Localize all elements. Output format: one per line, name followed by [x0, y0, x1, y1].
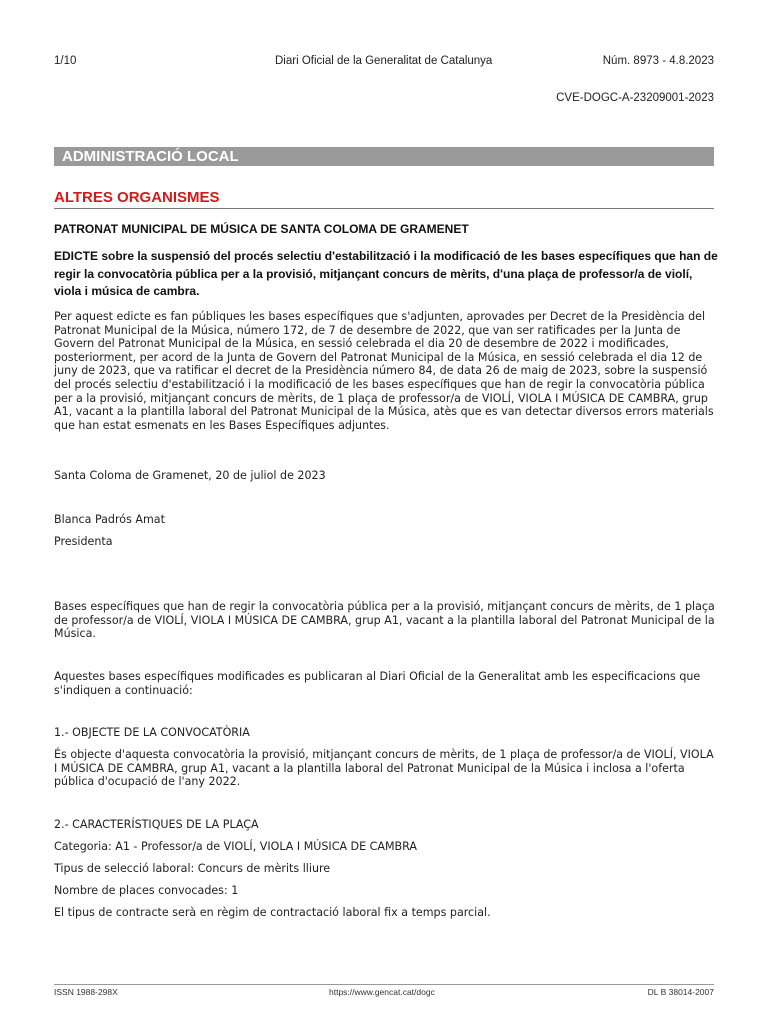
body-paragraph: Per aquest edicte es fan públiques les bases específiques que s'adjunten, aprovades per Decret de la Presidència del Patronat Municipal de la Música, número 172, de 7 de desembre de 2022, que van ser ratificades per la Junta de Govern del Patronat Municipal de la Música, en sessió celebrada el dia 20 de desembre de 2022 i modificades, posteriorment, per acord de la Junta de Govern del Patronat Municipal de la Música, en sessió celebrada el dia 12 de juny de 2023, que va ratificar el decret de la Presidència número 84, de data 26 de maig de 2023, sobre la suspensió del procés selectiu d'estabilització i la modificació de les bases específiques que han de regir la convocatòria pública per a la provisió, mitjançant concurs de mèrits, de 1 plaça de professor/a de VIOLÍ, VIOLA I MÚSICA DE CAMBRA, grup A1, vacant a la plantilla laboral del Patronat Municipal de la Música, atès que es van detectar diversos errors materials que han estat esmenats en les Bases Específiques adjuntes. [54, 310, 714, 432]
section-title: ALTRES ORGANISMES [54, 189, 220, 206]
section2-line: Nombre de places convocades: 1 [54, 884, 239, 897]
section-band-label: ADMINISTRACIÓ LOCAL [62, 148, 239, 165]
footer-dl: DL B 38014-2007 [647, 987, 714, 997]
section2-line: Categoria: A1 - Professor/a de VIOLÍ, VIOLA I MÚSICA DE CAMBRA [54, 840, 418, 853]
edict-title: EDICTE sobre la suspensió del procés selectiu d'estabilització i la modificació de les bases específiques que han de regir la convocatòria pública per a la provisió, mitjançant concurs de mèrits, d'una plaça de professor/a de violí, viola i música de cambra. [54, 249, 718, 298]
signatory-role: Presidenta [54, 535, 113, 548]
page-number: 1/10 [54, 55, 77, 67]
section-band [54, 147, 714, 166]
section1-heading: 1.- OBJECTE DE LA CONVOCATÒRIA [54, 726, 250, 739]
section1-text: És objecte d'aquesta convocatòria la provisió, mitjançant concurs de mèrits, de 1 plaça de professor/a de VIOLÍ, VIOLA I MÚSICA DE CAMBRA, grup A1, vacant a la plantilla laboral del Patronat Municipal de la Música i inclosa a l'oferta pública d'ocupació de l'any 2022. [54, 748, 714, 789]
footer-divider [54, 984, 714, 985]
section2-line: El tipus de contracte serà en règim de contractació laboral fix a temps parcial. [54, 906, 491, 919]
signatory-name: Blanca Padrós Amat [54, 513, 165, 526]
place-date: Santa Coloma de Gramenet, 20 de juliol de 2023 [54, 469, 326, 482]
section2-heading: 2.- CARACTERÍSTIQUES DE LA PLAÇA [54, 818, 259, 831]
journal-title: Diari Oficial de la Generalitat de Catalunya [275, 55, 493, 67]
footer-url[interactable]: https://www.gencat.cat/dogc [329, 987, 435, 997]
bases-publication: Aquestes bases específiques modificades es publicaran al Diari Oficial de la Generalitat amb les especificacions que s'indiquen a continuació: [54, 670, 701, 697]
cve-code: CVE-DOGC-A-23209001-2023 [556, 92, 714, 104]
issue-number: Núm. 8973 - 4.8.2023 [602, 55, 714, 67]
footer-issn: ISSN 1988-298X [54, 987, 118, 997]
organization-name: PATRONAT MUNICIPAL DE MÚSICA DE SANTA COLOMA DE GRAMENET [54, 222, 469, 236]
bases-intro: Bases específiques que han de regir la convocatòria pública per a la provisió, mitjançant concurs de mèrits, de 1 plaça de professor/a de VIOLÍ, VIOLA I MÚSICA DE CAMBRA, grup A1, vacant a la plantilla laboral del Patronat Municipal de la Música. [54, 600, 715, 641]
section2-line: Tipus de selecció laboral: Concurs de mèrits lliure [54, 862, 331, 875]
page-header [54, 55, 714, 71]
section-divider [54, 208, 714, 209]
